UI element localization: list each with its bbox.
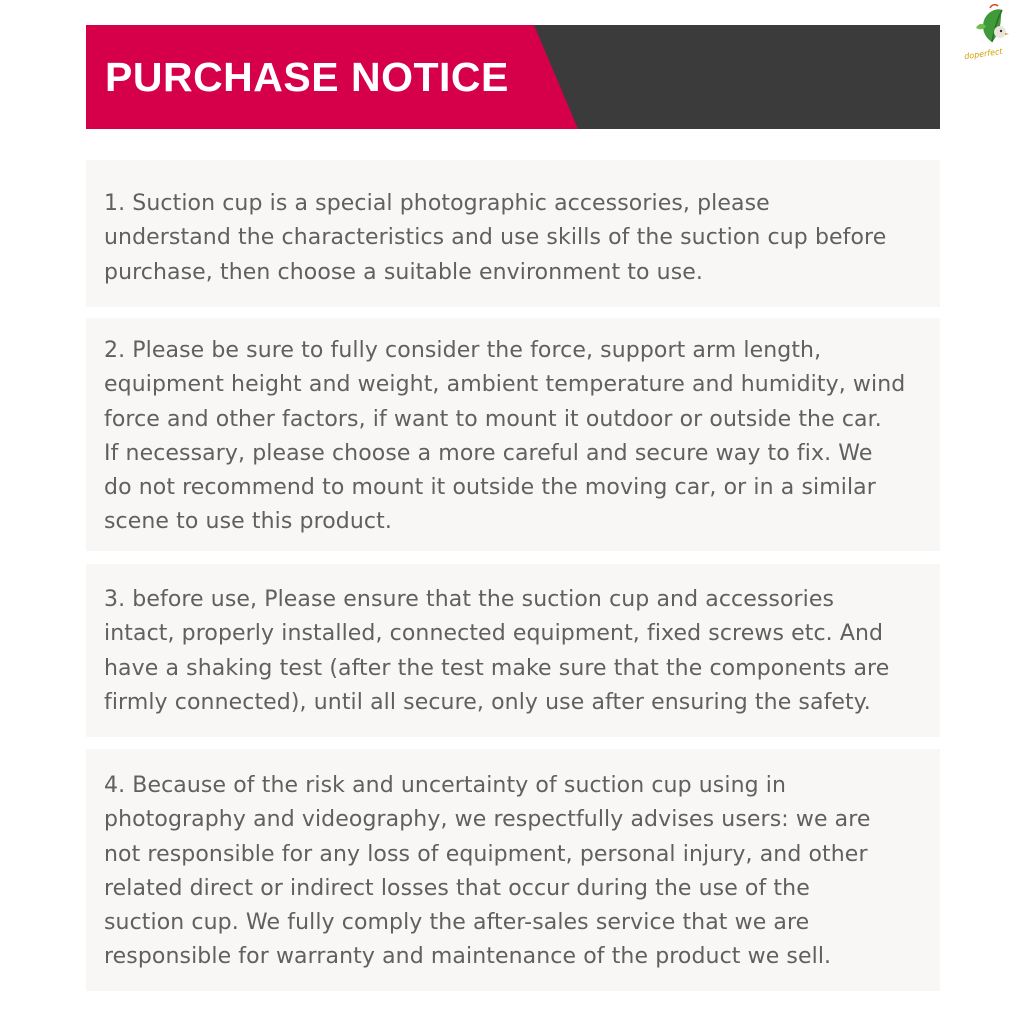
notice-item-4 — [86, 749, 940, 991]
notice-item-1 — [86, 160, 940, 307]
notice-text-2: 2. Please be sure to fully consider the force, support arm length, equipment height and weight, ambient temperature and humidity, wind force and other factors, if want to mount it outdoor or outside the car. If necessary, please choose a more careful and secure way to fix. We do not recommend to mount it outside the moving car, or in a similar scene to use this product. — [104, 338, 906, 535]
header-banner — [86, 25, 940, 129]
notice-text-1: 1. Suction cup is a special photographic accessories, please understand the characteristics and use skills of the suction cup before purchase, then choose a suitable environment to use. — [104, 191, 887, 285]
notice-text-4: 4. Because of the risk and uncertainty of suction cup using in photography and videography, we respectfully advises users: we are not responsible for any loss of equipment, personal injury, and other related direct or indirect losses that occur during the use of the suction cup. We fully comply the after-sales service that we are responsible for warranty and maintenance of the product we sell. — [104, 773, 871, 970]
notice-text-3: 3. before use, Please ensure that the suction cup and accessories intact, properly installed, connected equipment, fixed screws etc. And have a shaking test (after the test make sure that the components are firmly connected), until all secure, only use after ensuring the safety. — [104, 587, 890, 715]
leaf-bird-logo-icon — [972, 2, 1016, 46]
notice-item-3 — [86, 564, 940, 737]
page-title: PURCHASE NOTICE — [105, 54, 509, 100]
notice-item-2 — [86, 318, 940, 551]
brand-logo — [962, 2, 1022, 64]
logo-wordmark: doperfect — [963, 46, 1004, 62]
